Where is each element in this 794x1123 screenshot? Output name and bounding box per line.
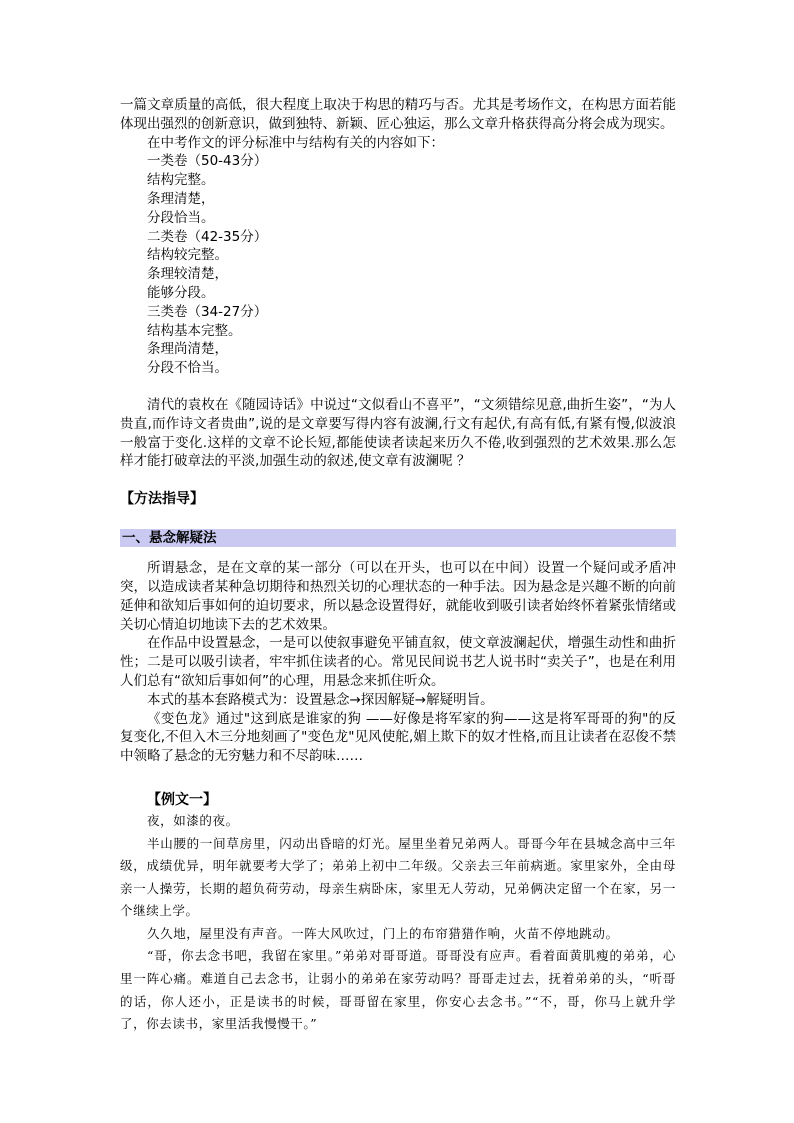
- intro-paragraph: 一篇文章质量的高低，很大程度上取决于构思的精巧与否。尤其是考场作文，在构思方面若能体现出强烈的创新意识，做到独特、新颖、匠心独运，那么文章升格获得高分将会成为现实。: [120, 97, 676, 132]
- criteria-item: 三类卷（34-27分）: [147, 303, 268, 320]
- example-paragraph-2: 半山腰的一间草房里，闪动出昏暗的灯光。屋里坐着兄弟两人。哥哥今年在县城念高中三年级，成绩优异，明年就要考大学了；弟弟上初中二年级。父亲去三年前病逝。家里家外，全由母亲一人操劳，长期的超负荷劳动，母亲生病卧床，家里无人劳动，兄弟俩决定留一个在家，另一个继续上学。: [120, 835, 676, 919]
- criteria-item: 能够分段。: [147, 284, 215, 301]
- suspense-paragraph-1: 所谓悬念，是在文章的某一部分（可以在开头，也可以在中间）设置一个疑问或矛盾冲突，以造成读者某种急切期待和热烈关切的心理状态的一种手法。因为悬念是兴趣不断的向前延伸和欲知后事如何的迫切要求，所以悬念设置得好，就能收到吸引读者始终怀着紧张情绪或关切心情迫切地读下去的艺术效果。: [120, 560, 676, 633]
- example-paragraph-1: 夜，如漆的夜。: [147, 812, 239, 828]
- method-heading: 【方法指导】: [120, 491, 204, 508]
- document-page: [120, 96, 676, 1036]
- example-title: 【例文一】: [147, 791, 217, 808]
- criteria-item: 二类卷（42-35分）: [147, 228, 268, 245]
- criteria-item: 结构基本完整。: [147, 322, 242, 339]
- yuanmei-paragraph: 清代的袁枚在《随园诗话》中说过“文似看山不喜平”，“文须错综见意,曲折生姿”，“为人贵直,而作诗文者贵曲”,说的是文章要写得内容有波澜,行文有起伏,有高有低,有紧有慢,似波浪一般富于变化.这样的文章不论长短,都能使读者读起来历久不倦,收到强烈的艺术效果.那么怎样才能打破章法的平淡,加强生动的叙述,使文章有波澜呢 ？: [120, 396, 676, 470]
- criteria-item: 条理清楚，: [147, 190, 215, 207]
- criteria-item: 条理尚清楚，: [147, 341, 228, 358]
- criteria-list: [120, 152, 676, 378]
- criteria-item: 一类卷（50-43分）: [147, 153, 268, 170]
- criteria-item: 结构较完整。: [147, 247, 228, 264]
- criteria-item: 分段不恰当。: [147, 360, 228, 377]
- example-paragraph-4: “哥，你去念书吧，我留在家里。”弟弟对哥哥道。哥哥没有应声。看着面黄肌瘦的弟弟，心里一阵心痛。难道自己去念书，让弱小的弟弟在家劳动吗？哥哥走过去，抚着弟弟的头，“听哥的话，你人还小，正是读书的时候，哥哥留在家里，你安心去念书。”“不，哥，你马上就升学了，你去读书，家里活我慢慢干。”: [120, 948, 676, 1032]
- criteria-item: 条理较清楚，: [147, 266, 228, 283]
- suspense-paragraph-2: 在作品中设置悬念，一是可以使叙事避免平铺直叙，使文章波澜起伏，增强生动性和曲折性；二是可以吸引读者，牢牢抓住读者的心。常见民间说书艺人说书时“卖关子”，也是在利用人们总有“欲知后事如何”的心理，用悬念来抓住听众。: [120, 635, 676, 689]
- example-paragraph-3: 久久地，屋里没有声音。一阵大风吹过，门上的布帘猎猎作响，火苗不停地跳动。: [147, 925, 619, 941]
- suspense-paragraph-4: 《变色龙》通过"这到底是谁家的狗 ——好像是将军家的狗——这是将军哥哥的狗"的反复变化,不但入木三分地刻画了"变色龙"见风使舵,媚上欺下的奴才性格,而且让读者在忍俊不禁中领略了悬念的无穷魅力和不尽韵味……: [120, 710, 676, 765]
- criteria-item: 分段恰当。: [147, 209, 215, 226]
- criteria-lead: 在中考作文的评分标准中与结构有关的内容如下：: [147, 134, 444, 151]
- criteria-item: 结构完整。: [147, 172, 215, 189]
- suspense-paragraph-3: 本式的基本套路模式为：设置悬念→探因解疑→解疑明旨。: [147, 691, 494, 708]
- section-heading-suspense: 一、悬念解疑法: [120, 529, 676, 547]
